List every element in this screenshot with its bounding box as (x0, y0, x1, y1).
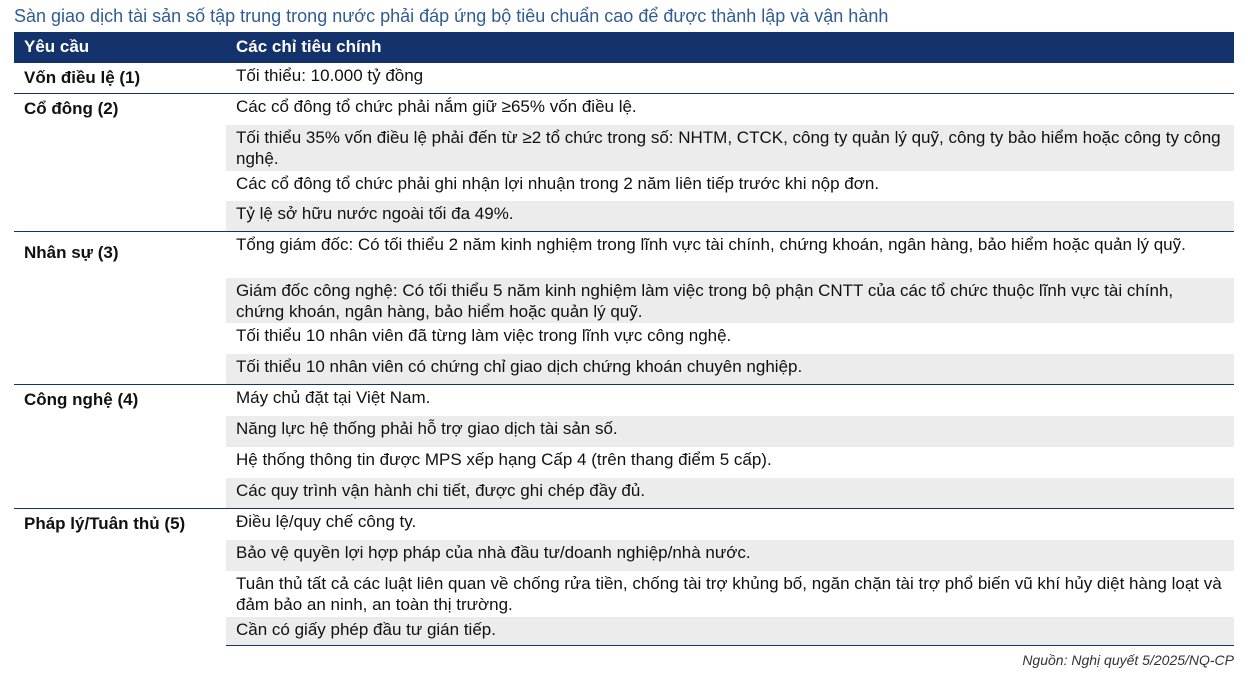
criteria-cell: Tối thiểu 10 nhân viên có chứng chỉ giao dịch chứng khoán chuyên nghiệp. (226, 354, 1234, 385)
table-row (14, 63, 1234, 94)
table-row (14, 232, 1234, 278)
criteria-cell: Cần có giấy phép đầu tư gián tiếp. (226, 617, 1234, 646)
table-row (14, 385, 1234, 416)
table-header-row (14, 32, 1234, 63)
criteria-cell: Tỷ lệ sở hữu nước ngoài tối đa 49%. (226, 201, 1234, 232)
requirement-cell: Công nghệ (4) (14, 385, 226, 509)
criteria-cell: Giám đốc công nghệ: Có tối thiểu 5 năm kinh nghiệm làm việc trong bộ phận CNTT của các tổ chức thuộc lĩnh vực tài chính, chứng khoán, ngân hàng, bảo hiểm hoặc quản lý quỹ. (226, 278, 1234, 323)
criteria-cell: Hệ thống thông tin được MPS xếp hạng Cấp 4 (trên thang điểm 5 cấp). (236, 449, 772, 469)
criteria-cell: Tổng giám đốc: Có tối thiểu 2 năm kinh nghiệm trong lĩnh vực tài chính, chứng khoán, ngân hàng, bảo hiểm hoặc quản lý quỹ. (226, 232, 1234, 278)
header-criteria: Các chỉ tiêu chính (226, 32, 1234, 63)
criteria-cell: Bảo vệ quyền lợi hợp pháp của nhà đầu tư/doanh nghiệp/nhà nước. (226, 540, 1234, 571)
criteria-cell: Máy chủ đặt tại Việt Nam. (226, 385, 1234, 416)
criteria-cell: Năng lực hệ thống phải hỗ trợ giao dịch tài sản số. (226, 416, 1234, 447)
criteria-cell: Tối thiểu 35% vốn điều lệ phải đến từ ≥2 tổ chức trong số: NHTM, CTCK, công ty quản lý quỹ, công ty bảo hiểm hoặc công ty công nghệ. (226, 125, 1234, 171)
table-row (14, 94, 1234, 125)
requirement-cell: Pháp lý/Tuân thủ (5) (14, 509, 226, 646)
criteria-cell: Các quy trình vận hành chi tiết, được ghi chép đầy đủ. (226, 478, 1234, 509)
criteria-cell: Tuân thủ tất cả các luật liên quan về chống rửa tiền, chống tài trợ khủng bố, ngăn chặn tài trợ phổ biến vũ khí hủy diệt hàng loạt và đảm bảo an ninh, an toàn thị trường. (236, 573, 1222, 614)
criteria-cell: Điều lệ/quy chế công ty. (226, 509, 1234, 540)
criteria-cell: Các cổ đông tổ chức phải ghi nhận lợi nhuận trong 2 năm liên tiếp trước khi nộp đơn. (236, 173, 880, 193)
requirements-table (14, 32, 1234, 646)
source-note: Nguồn: Nghị quyết 5/2025/NQ-CP (1022, 652, 1234, 668)
header-requirement: Yêu cầu (14, 32, 226, 63)
requirement-cell: Cổ đông (2) (14, 94, 226, 232)
requirement-cell: Vốn điều lệ (1) (14, 63, 226, 94)
criteria-cell: Tối thiểu 10 nhân viên đã từng làm việc trong lĩnh vực công nghệ. (236, 325, 732, 345)
criteria-cell: Các cổ đông tổ chức phải nắm giữ ≥65% vốn điều lệ. (226, 94, 1234, 125)
table-title: Sàn giao dịch tài sản số tập trung trong nước phải đáp ứng bộ tiêu chuẩn cao để được thành lập và vận hành (14, 6, 889, 26)
requirement-cell: Nhân sự (3) (14, 232, 226, 385)
table-row (14, 509, 1234, 540)
criteria-cell: Tối thiểu: 10.000 tỷ đồng (226, 63, 1234, 94)
